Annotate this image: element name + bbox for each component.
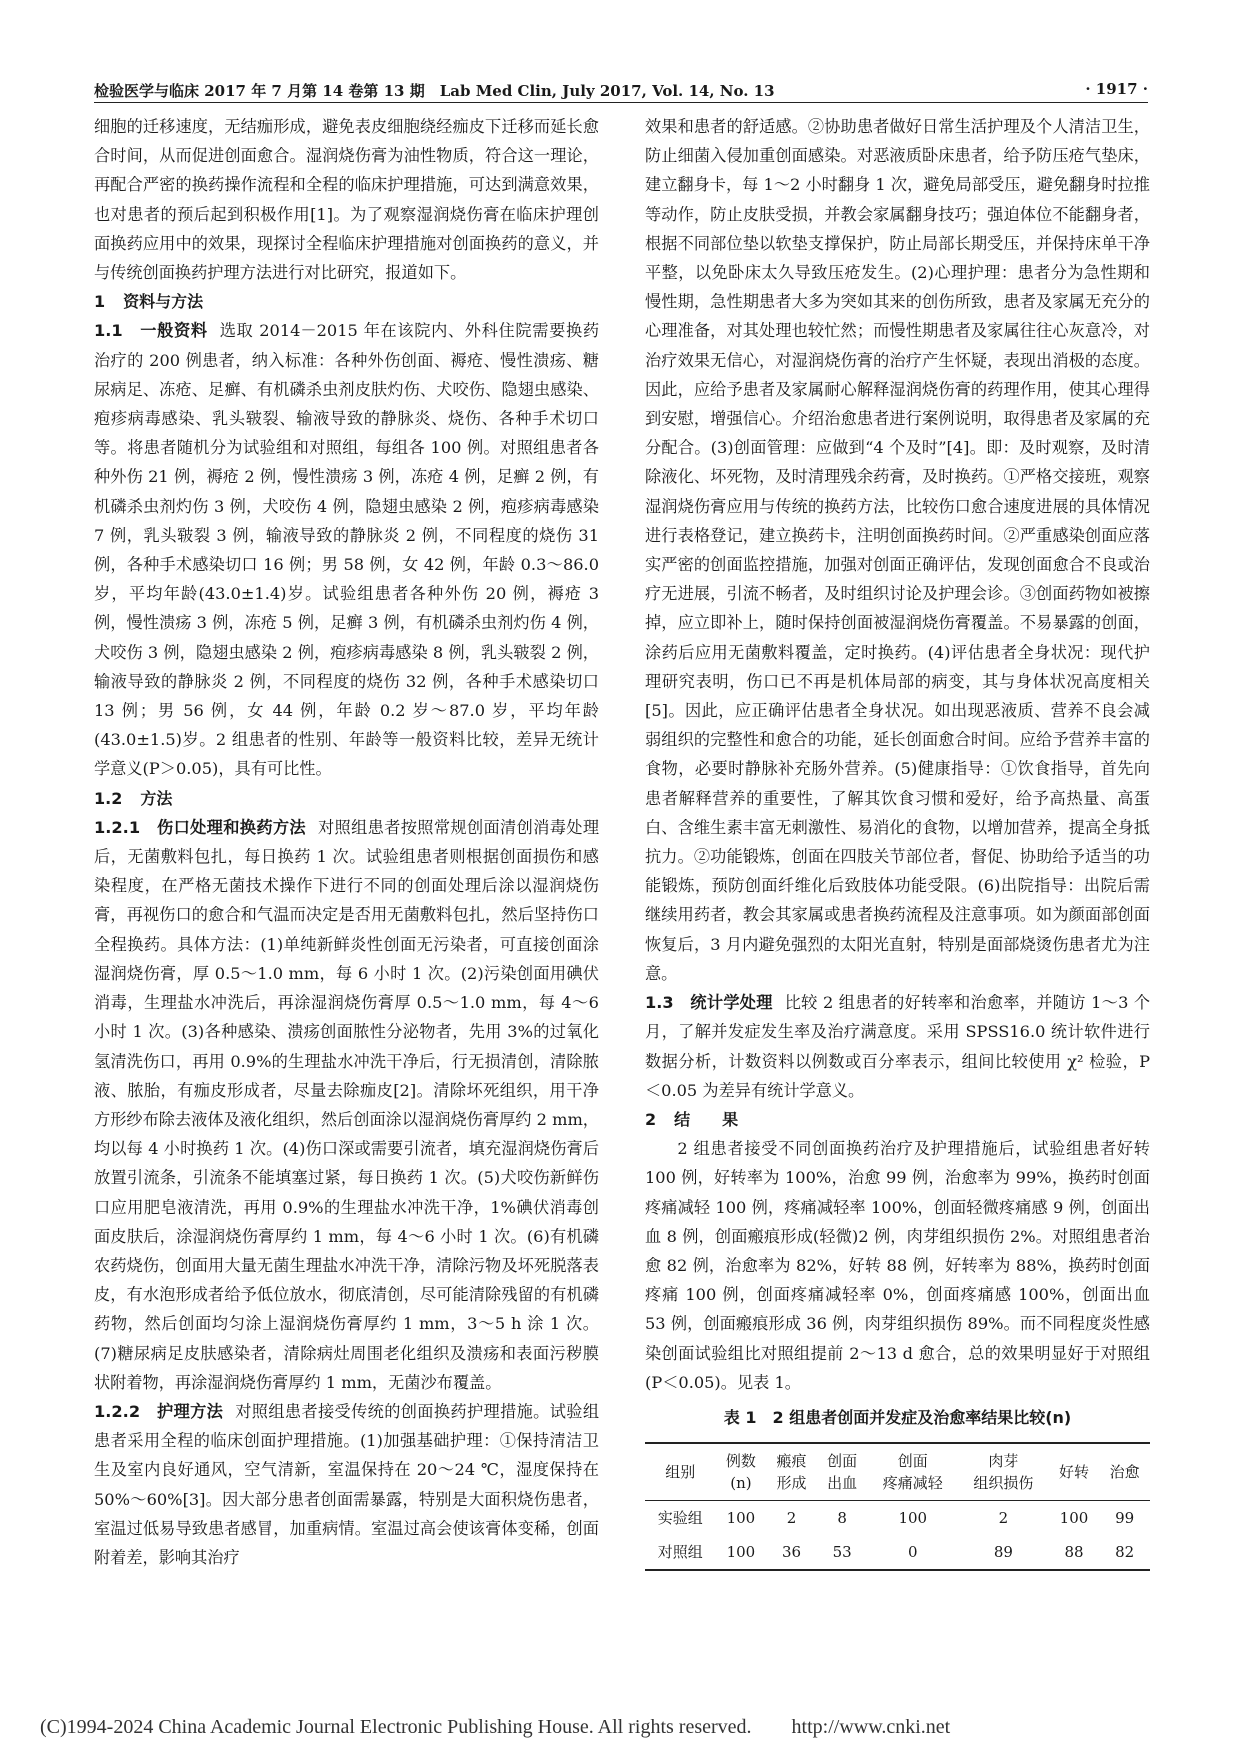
subsection-number: 1.2.2 [94, 1401, 141, 1421]
subsection-title: 统计学处理 [690, 993, 773, 1013]
table-cell: 2 [786, 1509, 797, 1528]
table-caption: 表 1 2 组患者创面并发症及治愈率结果比较(n) [723, 1407, 1072, 1427]
table-cell: 实验组 [657, 1509, 703, 1528]
subsection-title: 护理方法 [157, 1401, 224, 1421]
paragraph-text: 比较 2 组患者的好转率和治愈率，并随访 1～3 个月，了解并发症发生率及治疗满意度。采用 SPSS16.0 统计软件进行数据分析，计数资料以例数或百分率表示，组间比较使用 χ² 检验，P＜0.05 为差异有统计学意义。 [645, 993, 1151, 1100]
continued-paragraph: 效果和患者的舒适感。②协助患者做好日常生活护理及个人清洁卫生，防止细菌入侵加重创面感染。对恶液质卧床患者，给予防压疮气垫床，建立翻身卡，每 1～2 小时翻身 1 次，避免局部受压，避免翻身时拉推等动作，防止皮肤受损，并教会家属翻身技巧；强迫体位不能翻身者，根据不同部位垫以软垫支撑保护，防止局部长期受压，并保持床单干净平整，以免卧床太久导致压疮发生。(2)心理护理：患者分为急性期和慢性期，急性期患者大多为突如其来的创伤所致，患者及家属无充分的心理准备，对其处理也较忙然；而慢性期患者及家属往往心灰意冷，对治疗效果无信心，对湿润烧伤膏的治疗产生怀疑，表现出消极的态度。因此，应给予患者及家属耐心解释湿润烧伤膏的药理作用，使其心理得到安慰，增强信心。介绍治愈患者进行案例说明，取得患者及家属的充分配合。(3)创面管理：应做到“4 个及时”[4]。即：及时观察，及时清除液化、坏死物，及时清理残余药膏，及时换药。①严格交接班，观察湿润烧伤膏应用与传统的换药方法，比较伤口愈合速度进展的具体情况进行表格登记，建立换药卡，注明创面换药时间。②严重感染创面应落实严密的创面监控措施，加强对创面正确评估，发现创面愈合不良或治疗无进展，引流不畅者，及时组织讨论及护理会诊。③创面药物如被擦掉，应立即补上，随时保持创面被湿润烧伤膏覆盖。不易暴露的创面，涂药后应用无菌敷料覆盖，定时换药。(4)评估患者全身状况：现代护理研究表明，伤口已不再是机体局部的病变，其与身体状况高度相关[5]。因此，应正确评估患者全身状况。如出现恶液质、营养不良会减弱组织的完整性和愈合的功能，延长创面愈合时间。应给予营养丰富的食物，必要时静脉补充肠外营养。(5)健康指导：①饮食指导，首先向患者解释营养的重要性，了解其饮食习惯和爱好，给予高热量、高蛋白、含维生素丰富无刺激性、易消化的食物，以增加营养，提高全身抵抗力。②功能锻炼，创面在四肢关节部位者，督促、协助给予适当的功能锻炼，预防创面纤维化后致肢体功能受限。(6)出院指导：出院后需继续用药者，教会其家属或患者换药流程及注意事项。如为颜面部创面恢复后，3 月内避免强烈的太阳光直射，特别是面部烧烫伤患者尤为注意。 [645, 117, 1150, 983]
table-cell: 100 [898, 1509, 928, 1528]
table-header-cell: 组别 [665, 1463, 696, 1482]
subsection-title: 一般资料 [140, 321, 208, 341]
journal-citation: 检验医学与临床 2017 年 7 月第 14 卷第 13 期 Lab Med Clin, July 2017, Vol. 14, No. 13 [94, 82, 775, 100]
table-header-cell: 肉芽 组织损伤 [973, 1452, 1034, 1493]
copyright-footer: (C)1994-2024 China Academic Journal Electronic Publishing House. All rights reserved. http://www.cnki.net [40, 1716, 951, 1738]
table-cell: 99 [1115, 1509, 1135, 1528]
table-cell: 8 [837, 1509, 847, 1528]
subsection-heading-1-2-1 [94, 818, 306, 837]
intro-paragraph: 细胞的迁移速度，无结痂形成，避免表皮细胞绕经痂皮下迁移而延长愈合时间，从而促进创面愈合。湿润烧伤膏为油性物质，符合这一理论，再配合严密的换药操作流程和全程的临床护理措施，可达到满意效果，也对患者的预后起到积极作用[1]。为了观察湿润烧伤膏在临床护理创面换药应用中的效果，现探讨全程临床护理措施对创面换药的意义，并与传统创面换药护理方法进行对比研究，报道如下。 [94, 117, 599, 283]
subsection-heading-1-2 [94, 784, 599, 813]
table-cell: 100 [726, 1509, 756, 1528]
section-number: 1 [94, 292, 106, 312]
right-column [645, 112, 1150, 1571]
table-cell: 0 [908, 1543, 918, 1562]
table-header-row [645, 1443, 1150, 1501]
table-cell: 2 [998, 1509, 1009, 1528]
section-title: 资料与方法 [123, 292, 204, 312]
results-table [645, 1442, 1150, 1571]
results-paragraph: 2 组患者接受不同创面换药治疗及护理措施后，试验组患者好转 100 例，好转率为 100%，治愈 99 例，治愈率为 99%，换药时创面疼痛减轻 100 例，疼痛减轻率 100%，创面轻微疼痛感 9 例，创面出血 8 例，创面瘢痕形成(轻微)2 例，肉芽组织损伤 2%。对照组患者治愈 82 例，治愈率为 82%，好转 88 例，好转率为 88%，换药时创面疼痛 100 例，创面疼痛减轻率 0%，创面疼痛感 100%，创面出血 53 例，创面瘢痕形成 36 例，肉芽组织损伤 89%。而不同程度炎性感染创面试验组比对照组提前 2～13 d 愈合，总的效果明显好于对照组(P＜0.05)。见表 1。 [645, 1139, 1150, 1392]
section-title: 结 果 [674, 1109, 739, 1129]
table-row [645, 1535, 1150, 1570]
subsection-number: 1.1 [94, 321, 123, 341]
table-header-cell: 创面 出血 [827, 1452, 858, 1493]
section-heading-1 [94, 287, 599, 316]
table-cell: 对照组 [657, 1543, 703, 1562]
paragraph-text: 对照组患者按照常规创面清创消毒处理后，无菌敷料包扎，每日换药 1 次。试验组患者则根据创面损伤和感染程度，在严格无菌技术操作下进行不同的创面处理后涂以湿润烧伤膏，再视伤口的愈合和气温而决定是否用无菌敷料包扎，然后坚持伤口全程换药。具体方法：(1)单纯新鲜炎性创面无污染者，可直接创面涂湿润烧伤膏，厚 0.5～1.0 mm，每 6 小时 1 次。(2)污染创面用碘伏消毒，生理盐水冲洗后，再涂湿润烧伤膏厚 0.5～1.0 mm，每 4～6 小时 1 次。(3)各种感染、溃疡创面脓性分泌物者，先用 3%的过氧化氢清洗伤口，再用 0.9%的生理盐水冲洗干净后，行无损清创，清除脓液、脓胎，有痂皮形成者，尽量去除痂皮[2]。清除坏死组织，用干净方形纱布除去液体及液化组织，然后创面涂以湿润烧伤膏厚约 2 mm，均以每 4 小时换药 1 次。(4)伤口深或需要引流者，填充湿润烧伤膏后放置引流条，引流条不能填塞过紧，每日换药 1 次。(5)犬咬伤新鲜伤口应用肥皂液清洗，再用 0.9%的生理盐水冲洗干净，1%碘伏消毒创面皮肤后，涂湿润烧伤膏厚约 1 mm，每 4～6 小时 1 次。(6)有机磷农药烧伤，创面用大量无菌生理盐水冲洗干净，清除污物及坏死脱落表皮，有水泡形成者给予低位放水，彻底清创，尽可能清除残留的有机磷药物，然后创面均匀涂上湿润烧伤膏厚约 1 mm，3～5 h 涂 1 次。(7)糖尿病足皮肤感染者，清除病灶周围老化组织及溃疡和表面污秽膜状附着物，再涂湿润烧伤膏厚约 1 mm，无菌沙布覆盖。 [94, 817, 600, 1392]
table-header-cell: 创面 疼痛减轻 [882, 1452, 943, 1493]
paragraph-text: 选取 2014－2015 年在该院内、外科住院需要换药治疗的 200 例患者，纳入标准：各种外伤创面、褥疮、慢性溃疡、糖尿病足、冻疮、足癣、有机磷杀虫剂皮肤灼伤、犬咬伤、隐翅虫感染、疱疹病毒感染、乳头皲裂、输液导致的静脉炎、烧伤、各种手术切口等。将患者随机分为试验组和对照组，每组各 100 例。对照组患者各种外伤 21 例，褥疮 2 例，慢性溃疡 3 例，冻疮 4 例，足癣 2 例，有机磷杀虫剂灼伤 3 例，犬咬伤 4 例，隐翅虫感染 2 例，疱疹病毒感染 7 例，乳头皲裂 3 例，输液导致的静脉炎 2 例，不同程度的烧伤 31 例，各种手术感染切口 16 例；男 58 例，女 42 例，年龄 0.3～86.0 岁，平均年龄(43.0±1.4)岁。试验组患者各种外伤 20 例，褥疮 3 例，慢性溃疡 3 例，冻疮 5 例，足癣 3 例，有机磷杀虫剂灼伤 4 例，犬咬伤 3 例，隐翅虫感染 2 例，疱疹病毒感染 8 例，乳头皲裂 2 例，输液导致的静脉炎 2 例，不同程度的烧伤 32 例，各种手术感染切口 13 例；男 56 例，女 44 例，年龄 0.2 岁～87.0 岁，平均年龄(43.0±1.5)岁。2 组患者的性别、年龄等一般资料比较，差异无统计学意义(P＞0.05)，具有可比性。 [94, 321, 600, 779]
subsection-heading-1-2-2 [94, 1402, 223, 1421]
subsection-number: 1.3 [645, 993, 674, 1013]
paragraph-1-1 [94, 316, 599, 783]
subsection-heading-1-1 [94, 321, 208, 340]
left-column [94, 112, 599, 1572]
subsection-number: 1.2 [94, 788, 123, 808]
table-cell: 53 [832, 1543, 852, 1562]
paragraph-1-2-1 [94, 813, 599, 1397]
paragraph-text: 对照组患者接受传统的创面换药护理措施。试验组患者采用全程的临床创面护理措施。(1)加强基础护理：①保持清洁卫生及室内良好通风，空气清新，室温保持在 20～24 ℃，湿度保持在 50%～60%[3]。因大部分患者创面需暴露，特别是大面积烧伤患者，室温过低易导致患者感冒，加重病情。室温过高会使该膏体变稀，创面附着差，影响其治疗 [94, 1401, 600, 1567]
running-header [94, 76, 1148, 102]
header-rule [94, 102, 1148, 103]
table-cell: 100 [1059, 1509, 1089, 1528]
subsection-title: 方法 [140, 788, 173, 808]
subsection-number: 1.2.1 [94, 817, 141, 837]
subsection-title: 伤口处理和换药方法 [157, 817, 306, 837]
table-cell: 100 [726, 1543, 756, 1562]
table-header-cell: 好转 [1058, 1463, 1089, 1482]
table-header-cell: 瘢痕 形成 [776, 1452, 807, 1493]
table-body [645, 1501, 1150, 1571]
table-cell: 89 [993, 1543, 1013, 1562]
subsection-heading-1-3 [645, 993, 773, 1012]
paragraph-1-3 [645, 988, 1150, 1105]
table-cell: 88 [1064, 1543, 1084, 1562]
table-row [645, 1501, 1150, 1536]
section-number: 2 [645, 1109, 657, 1129]
table-header-cell: 治愈 [1109, 1463, 1140, 1482]
section-heading-2 [645, 1105, 1150, 1134]
table-cell: 36 [782, 1543, 802, 1562]
paragraph-1-2-2 [94, 1397, 599, 1572]
page-number: · 1917 · [1085, 80, 1148, 98]
table-header-cell: 例数 (n) [725, 1452, 756, 1493]
table-cell: 82 [1115, 1543, 1135, 1562]
